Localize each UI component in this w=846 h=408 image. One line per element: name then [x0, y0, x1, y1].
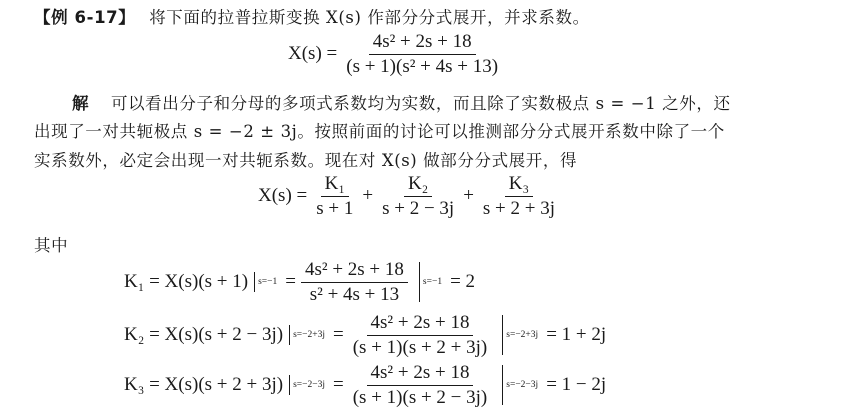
k1-eq: =	[285, 271, 296, 293]
equation-k3	[124, 363, 606, 408]
example-label: 【例 6-17】	[34, 8, 136, 27]
eq2-term-1-num: K₁	[321, 174, 349, 197]
k3-num: 4s² + 2s + 18	[367, 363, 474, 386]
eval-bar	[289, 375, 290, 395]
k3-lhs: K₃ = X(s)(s + 2 + 3j)	[124, 374, 284, 396]
eq2-term-2-den: s + 2 − 3j	[382, 197, 455, 219]
solution-line-2: 出现了一对共轭极点 s = −2 ± 3j。按照前面的讨论可以推测部分分式展开系数中除了一个	[34, 122, 725, 141]
plus-sign: +	[362, 185, 374, 207]
equation-k1	[124, 260, 475, 305]
qizhong-label: 其中	[34, 236, 69, 255]
eval-bar	[502, 365, 503, 405]
eval-bar	[289, 325, 290, 345]
equation-xs	[288, 32, 507, 77]
equation-k2	[124, 313, 606, 358]
eq1-numerator: 4s² + 2s + 18	[369, 32, 476, 55]
k3-den: (s + 1)(s + 2 − 3j)	[352, 386, 488, 408]
k1-sub-1: s=−1	[258, 277, 278, 288]
eval-bar	[254, 272, 255, 292]
k2-sub-1: s=−2+3j	[293, 330, 326, 341]
solution-text-1: 可以看出分子和分母的多项式系数均为实数，而且除了实数极点 s = −1 之外，还	[110, 94, 731, 113]
k2-den: (s + 1)(s + 2 + 3j)	[352, 336, 488, 358]
eq2-lhs: X(s) =	[258, 185, 308, 207]
k2-sub-2: s=−2+3j	[506, 330, 539, 341]
k1-result: = 2	[450, 271, 476, 293]
eq2-term-3-den: s + 2 + 3j	[482, 197, 556, 219]
eq1-fraction	[342, 32, 502, 77]
k2-fraction	[349, 313, 492, 358]
k2-num: 4s² + 2s + 18	[367, 313, 474, 336]
k3-eq: =	[333, 374, 344, 396]
k1-num: 4s² + 2s + 18	[301, 260, 408, 283]
eq2-term-1	[312, 174, 357, 219]
eq1-denominator: (s + 1)(s² + 4s + 13)	[346, 55, 499, 77]
k3-fraction	[349, 363, 492, 408]
eq2-term-2	[378, 174, 458, 219]
eval-bar	[419, 262, 420, 302]
eq2-term-2-num: K₂	[404, 174, 432, 197]
k1-den: s² + 4s + 13	[309, 283, 400, 305]
solution-label: 解	[72, 94, 90, 113]
example-text: 将下面的拉普拉斯变换 X(s) 作部分分式展开，并求系数。	[149, 8, 590, 27]
equation-partial-fractions	[258, 174, 564, 219]
eq1-lhs: X(s) =	[288, 43, 338, 65]
eq2-term-1-den: s + 1	[316, 197, 354, 219]
k1-sub-2: s=−1	[422, 277, 443, 288]
example-heading	[34, 4, 590, 28]
eq2-term-3-num: K₃	[505, 174, 533, 197]
k1-lhs: K₁ = X(s)(s + 1)	[124, 271, 249, 293]
eval-bar	[502, 315, 503, 355]
k2-lhs: K₂ = X(s)(s + 2 − 3j)	[124, 324, 284, 346]
k3-sub-1: s=−2−3j	[293, 380, 326, 391]
solution-line-3: 实系数外，必定会出现一对共轭系数。现在对 X(s) 做部分分式展开，得	[34, 151, 578, 170]
k3-result: = 1 − 2j	[546, 374, 607, 396]
k1-fraction	[301, 260, 408, 305]
solution-line-1	[72, 90, 731, 114]
k2-eq: =	[333, 324, 344, 346]
eq2-term-3	[479, 174, 559, 219]
plus-sign: +	[463, 185, 474, 207]
k2-result: = 1 + 2j	[546, 324, 607, 346]
k3-sub-2: s=−2−3j	[506, 380, 539, 391]
